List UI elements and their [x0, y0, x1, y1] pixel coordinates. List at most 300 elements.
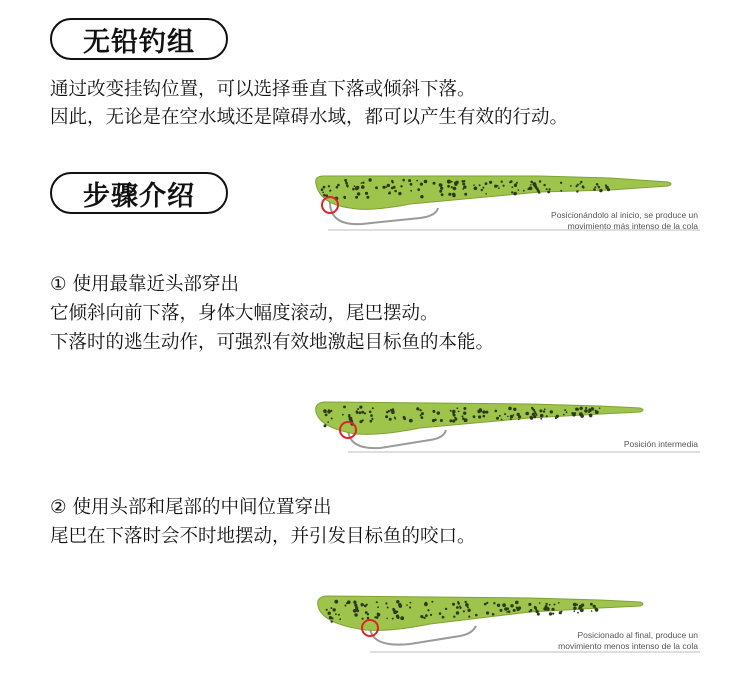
speckle — [371, 418, 373, 420]
speckle — [361, 411, 364, 414]
speckle — [361, 182, 363, 184]
speckle — [468, 616, 470, 618]
speckle — [365, 192, 368, 195]
speckle — [385, 415, 388, 418]
speckle — [576, 190, 578, 192]
speckle — [323, 186, 326, 189]
speckle — [349, 415, 351, 417]
speckle — [440, 419, 443, 422]
speckle — [560, 190, 562, 192]
speckle — [473, 184, 475, 186]
speckle — [454, 183, 457, 186]
speckle — [403, 416, 406, 419]
speckle — [530, 181, 533, 184]
speckle — [594, 186, 596, 188]
speckle — [456, 606, 459, 609]
intro-line-1: 通过改变挂钩位置，可以选择垂直下落或倾斜下落。 — [50, 79, 476, 100]
speckle — [590, 603, 593, 606]
speckle — [322, 192, 324, 194]
speckle — [408, 179, 411, 182]
speckle — [495, 410, 498, 413]
speckle — [510, 418, 512, 420]
step2-line-1: 尾巴在下落时会不时地摆动，并引发目标鱼的咬口。 — [50, 526, 476, 547]
speckle — [445, 608, 447, 610]
speckle — [447, 185, 450, 188]
speckle — [551, 608, 554, 611]
speckle — [386, 618, 388, 620]
speckle — [599, 189, 602, 192]
speckle — [439, 190, 442, 193]
speckle — [417, 188, 420, 191]
speckle — [337, 184, 340, 187]
speckle — [355, 196, 358, 199]
speckle — [459, 607, 461, 609]
speckle — [362, 182, 364, 184]
speckle — [331, 620, 333, 622]
speckle — [377, 606, 379, 608]
speckle — [486, 611, 489, 614]
speckle — [339, 618, 341, 620]
speckle — [367, 613, 369, 615]
speckle — [419, 409, 421, 411]
step2-heading: ② 使用头部和尾部的中间位置穿出 — [50, 497, 332, 518]
speckle — [420, 615, 423, 618]
speckle — [451, 181, 453, 183]
speckle — [331, 617, 333, 619]
speckle — [387, 184, 390, 187]
speckle — [357, 192, 360, 195]
speckle — [502, 603, 506, 607]
speckle — [370, 420, 373, 423]
speckle — [450, 410, 452, 412]
figure1-caption-line1: Posicionándolo al inicio, se produce un — [551, 210, 698, 220]
speckle — [385, 602, 387, 604]
speckle — [391, 411, 395, 415]
speckle — [518, 189, 520, 191]
speckle — [377, 613, 379, 615]
speckle — [330, 607, 332, 609]
speckle — [396, 600, 399, 603]
speckle — [510, 604, 513, 607]
speckle — [501, 419, 503, 421]
speckle — [410, 190, 412, 192]
speckle — [571, 412, 574, 415]
figure3-caption-line2: movimiento menos intenso de la cola — [558, 641, 698, 651]
speckle — [560, 182, 562, 184]
lure-figure-middle-position — [310, 394, 710, 458]
speckle — [344, 197, 346, 199]
speckle — [424, 602, 428, 606]
speckle — [420, 414, 422, 416]
speckle — [467, 606, 469, 608]
speckle — [564, 409, 566, 411]
speckle — [506, 611, 508, 613]
speckle — [396, 611, 398, 613]
speckle — [362, 618, 364, 620]
speckle — [549, 612, 552, 615]
speckle — [482, 187, 484, 189]
speckle — [327, 421, 329, 423]
speckle — [598, 186, 600, 188]
speckle — [595, 410, 599, 414]
speckle — [529, 186, 533, 190]
speckle — [509, 181, 511, 183]
speckle — [543, 184, 545, 186]
speckle — [389, 418, 392, 421]
speckle — [347, 186, 349, 188]
speckle — [570, 185, 572, 187]
speckle — [511, 186, 513, 188]
speckle — [546, 188, 548, 190]
speckle — [498, 187, 500, 189]
speckle — [427, 609, 429, 611]
speckle — [372, 407, 374, 409]
speckle — [366, 196, 369, 199]
speckle — [356, 186, 359, 189]
speckle — [515, 601, 518, 604]
speckle — [536, 610, 538, 612]
speckle — [539, 180, 541, 182]
speckle — [463, 407, 466, 410]
speckle — [552, 613, 554, 615]
speckle — [550, 410, 553, 413]
speckle — [457, 602, 460, 605]
speckle — [394, 418, 396, 420]
speckle — [437, 411, 440, 414]
speckle — [364, 412, 366, 414]
speckle — [537, 611, 539, 613]
step1-heading: ① 使用最靠近头部穿出 — [50, 274, 239, 295]
speckle — [500, 609, 503, 612]
speckle — [525, 412, 529, 416]
speckle — [461, 415, 463, 417]
speckle — [382, 186, 385, 189]
figure2-caption: Posición intermedia — [623, 439, 698, 449]
speckle — [596, 183, 599, 186]
speckle — [353, 609, 357, 613]
speckle — [376, 616, 379, 619]
speckle — [530, 609, 533, 612]
speckle — [485, 193, 487, 195]
speckle — [329, 190, 331, 192]
speckle — [439, 612, 442, 615]
speckle — [580, 414, 584, 418]
speckle — [399, 604, 403, 608]
speckle — [388, 192, 390, 194]
speckle — [354, 604, 357, 607]
speckle — [577, 612, 579, 614]
speckle — [387, 607, 389, 609]
speckle — [423, 617, 425, 619]
speckle — [558, 602, 560, 604]
speckle — [392, 608, 394, 610]
speckle — [392, 181, 394, 183]
speckle — [376, 601, 378, 603]
speckle — [465, 601, 467, 603]
speckle — [356, 411, 359, 414]
speckle — [554, 604, 556, 606]
speckle — [338, 614, 340, 616]
speckle — [582, 186, 584, 188]
speckle — [591, 610, 593, 612]
speckle — [504, 413, 506, 415]
speckle — [416, 407, 419, 410]
speckle — [370, 414, 373, 417]
speckle — [575, 408, 578, 411]
speckle — [453, 616, 455, 618]
speckle — [345, 605, 347, 607]
speckle — [431, 601, 433, 603]
speckle — [321, 188, 324, 191]
speckle — [354, 185, 356, 187]
speckle — [573, 607, 576, 610]
speckle — [463, 610, 465, 612]
speckle — [456, 407, 458, 409]
speckle — [540, 414, 544, 418]
speckle — [497, 604, 500, 607]
speckle — [478, 415, 481, 418]
speckle — [563, 414, 565, 416]
speckle — [410, 602, 412, 604]
speckle — [454, 193, 456, 195]
speckle — [577, 184, 579, 186]
speckle — [497, 185, 499, 187]
speckle — [410, 183, 413, 186]
speckle — [464, 421, 466, 423]
speckle — [386, 186, 388, 188]
speckle — [333, 608, 336, 611]
speckle — [354, 613, 357, 616]
speckle — [463, 412, 466, 415]
speckle — [434, 419, 437, 422]
section-title-steps: 步骤介绍 — [50, 172, 228, 214]
speckle — [400, 185, 402, 187]
speckle — [453, 187, 457, 191]
speckle — [545, 605, 548, 608]
speckle — [467, 609, 470, 612]
speckle — [368, 178, 371, 181]
speckle — [518, 606, 521, 609]
speckle — [448, 193, 451, 196]
speckle — [592, 409, 594, 411]
speckle — [328, 185, 330, 187]
speckle — [566, 411, 568, 413]
speckle — [573, 610, 575, 612]
speckle — [513, 609, 516, 612]
speckle — [393, 186, 396, 189]
speckle — [485, 411, 488, 414]
speckle — [514, 184, 517, 187]
speckle — [584, 409, 588, 413]
speckle — [325, 414, 328, 417]
speckle — [489, 181, 492, 184]
speckle — [494, 185, 497, 188]
speckle — [390, 409, 392, 411]
speckle — [421, 412, 424, 415]
speckle — [599, 407, 601, 409]
speckle — [546, 415, 548, 417]
speckle — [496, 417, 499, 420]
speckle — [323, 194, 326, 197]
speckle — [543, 410, 545, 412]
speckle — [492, 613, 495, 616]
speckle — [420, 195, 423, 198]
figure1-caption-line2: movimiento más intenso de la cola — [567, 221, 698, 231]
speckle — [343, 406, 346, 409]
speckle — [359, 411, 362, 414]
speckle — [336, 186, 339, 189]
speckle — [420, 183, 423, 186]
speckle — [576, 604, 578, 606]
speckle — [538, 613, 540, 615]
speckle — [375, 186, 378, 189]
speckle — [424, 180, 428, 184]
speckle — [595, 608, 599, 612]
speckle — [545, 603, 547, 605]
speckle — [335, 613, 337, 615]
speckle — [331, 418, 333, 420]
speckle — [535, 186, 538, 189]
speckle — [556, 415, 559, 418]
speckle — [452, 410, 456, 414]
speckle — [409, 419, 413, 423]
speckle — [479, 184, 481, 186]
speckle — [367, 617, 370, 620]
speckle — [439, 184, 442, 187]
speckle — [447, 180, 451, 184]
speckle — [416, 180, 418, 182]
speckle — [482, 410, 485, 413]
speckle — [493, 602, 495, 604]
speckle — [342, 414, 344, 416]
speckle — [507, 416, 509, 418]
speckle — [579, 605, 583, 609]
speckle — [433, 182, 436, 185]
speckle — [530, 417, 533, 420]
speckle — [539, 409, 542, 412]
speckle — [464, 193, 467, 196]
section-title-weightless-rig: 无铅钓组 — [50, 18, 228, 60]
speckle — [536, 414, 538, 416]
speckle — [361, 603, 364, 606]
lure-figure-head-position — [310, 168, 710, 240]
speckle — [607, 188, 610, 191]
speckle — [484, 603, 487, 606]
speckle — [533, 415, 536, 418]
speckle — [357, 408, 359, 410]
speckle — [352, 188, 355, 191]
speckle — [508, 407, 512, 411]
speckle — [503, 185, 505, 187]
speckle — [366, 604, 368, 606]
speckle — [513, 192, 517, 196]
speckle — [513, 408, 516, 411]
lure-figure-tail-position — [310, 586, 710, 658]
speckle — [392, 618, 394, 620]
speckle — [425, 614, 428, 617]
speckle — [347, 600, 351, 604]
speckle — [430, 614, 432, 616]
speckle — [334, 600, 338, 604]
speckle — [483, 415, 486, 418]
speckle — [479, 408, 482, 411]
speckle — [544, 408, 546, 410]
speckle — [394, 190, 397, 193]
speckle — [516, 607, 518, 609]
speckle — [574, 412, 576, 414]
speckle — [539, 602, 541, 604]
speckle — [481, 189, 483, 191]
intro-line-2: 因此，无论是在空水域还是障碍水域，都可以产生有效的行动。 — [50, 107, 569, 128]
speckle — [356, 609, 359, 612]
speckle — [486, 602, 488, 604]
speckle — [402, 179, 405, 182]
speckle — [549, 188, 551, 190]
speckle — [462, 182, 465, 185]
speckle — [449, 419, 452, 422]
speckle — [475, 614, 478, 617]
speckle — [474, 187, 478, 191]
speckle — [396, 616, 399, 619]
speckle — [464, 186, 467, 189]
speckle — [579, 183, 581, 185]
speckle — [499, 415, 501, 417]
speckle — [452, 603, 455, 606]
speckle — [455, 418, 458, 421]
speckle — [465, 603, 469, 607]
speckle — [510, 415, 514, 419]
speckle — [540, 418, 542, 420]
speckle — [585, 407, 587, 409]
step1-line-2: 下落时的逃生动作，可强烈有效地激起目标鱼的本能。 — [50, 332, 495, 353]
speckle — [473, 415, 476, 418]
speckle — [523, 190, 525, 192]
speckle — [485, 182, 488, 185]
speckle — [451, 186, 453, 188]
speckle — [353, 601, 356, 604]
speckle — [392, 408, 395, 411]
speckle — [518, 419, 520, 421]
speckle — [442, 616, 445, 619]
speckle — [511, 191, 513, 193]
speckle — [528, 603, 531, 606]
speckle — [580, 608, 584, 612]
speckle — [323, 409, 327, 413]
speckle — [388, 410, 390, 412]
speckle — [588, 408, 592, 412]
speckle — [532, 408, 534, 410]
speckle — [458, 411, 460, 413]
speckle — [516, 182, 518, 184]
speckle — [361, 185, 365, 189]
speckle — [508, 610, 511, 613]
speckle — [400, 616, 404, 620]
speckle — [440, 187, 443, 190]
speckle — [327, 410, 331, 414]
step1-line-1: 它倾斜向前下落，身体大幅度滚动，尾巴摆动。 — [50, 303, 439, 324]
speckle — [561, 611, 563, 613]
speckle — [359, 406, 362, 409]
speckle — [361, 419, 363, 421]
speckle — [504, 607, 508, 611]
speckle — [461, 180, 463, 182]
speckle — [538, 191, 541, 194]
figure3-caption-line1: Posicionado al final, produce un — [577, 630, 698, 640]
speckle — [549, 604, 551, 606]
speckle — [441, 193, 444, 196]
speckle — [324, 424, 327, 427]
speckle — [530, 184, 532, 186]
